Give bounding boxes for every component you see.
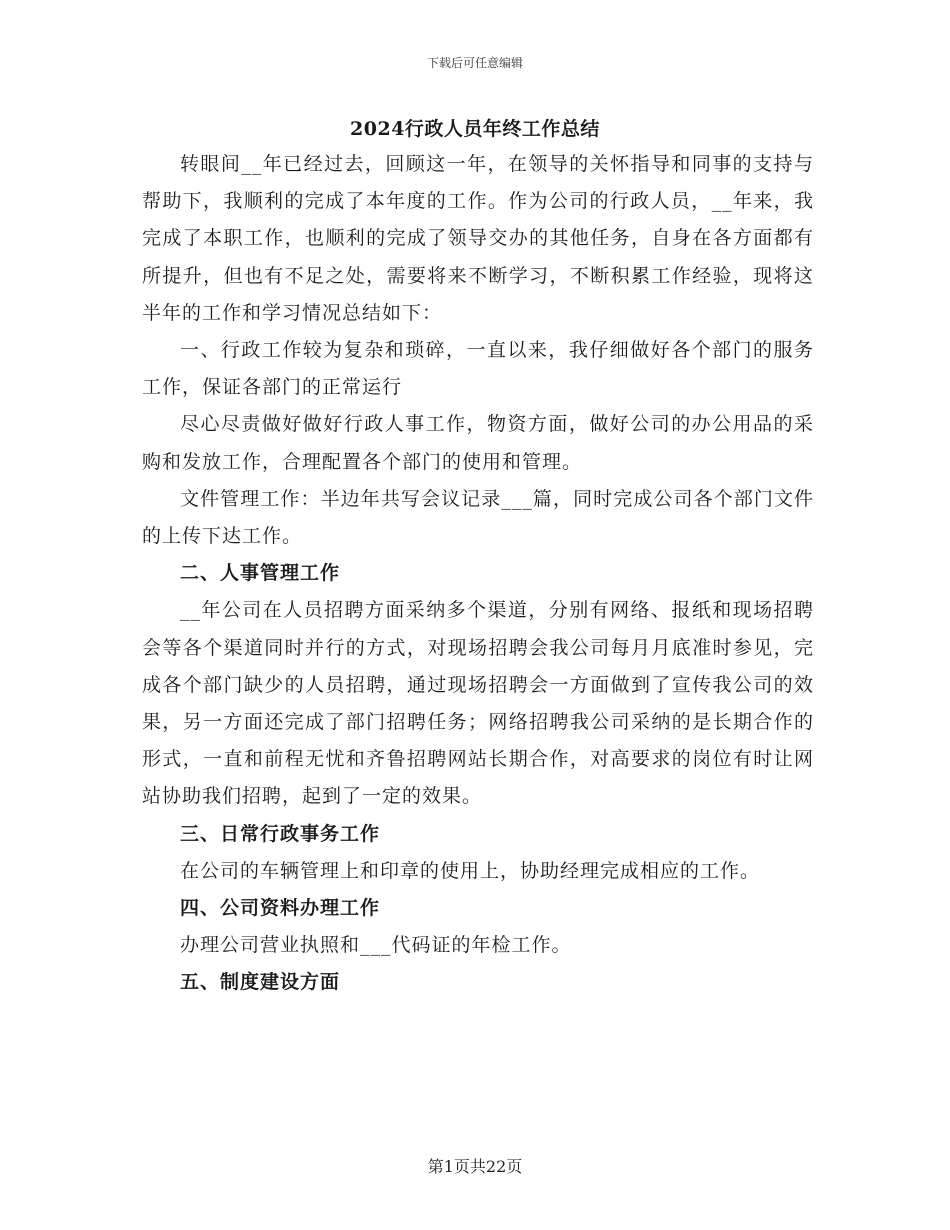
page-header-note: 下载后可任意编辑 xyxy=(426,56,523,70)
section-heading-company-documents: 四、公司资料办理工作 xyxy=(180,897,381,920)
document-body xyxy=(142,146,814,1002)
paragraph-license-inspection: 办理公司营业执照和___代码证的年检工作。 xyxy=(180,934,572,957)
section-heading-system-building: 五、制度建设方面 xyxy=(180,971,341,994)
paragraph-admin-work: 一、行政工作较为复杂和琐碎，一直以来，我仔细做好各个部门的服务工作，保证各部门的正常运行 xyxy=(142,339,814,399)
paragraph-recruitment: __年公司在人员招聘方面采纳多个渠道，分别有网络、报纸和现场招聘会等各个渠道同时并行的方式，对现场招聘会我公司每月月底准时参见，完成各个部门缺少的人员招聘，通过现场招聘会一方面做到了宣传我公司的效果，另一方面还完成了部门招聘任务；网络招聘我公司采纳的是长期合作的形式，一直和前程无忧和齐鲁招聘网站长期合作，对高要求的岗位有时让网站协助我们招聘，起到了一定的效果。 xyxy=(142,599,814,808)
document-title: 2024行政人员年终工作总结 xyxy=(350,118,600,140)
section-heading-hr: 二、人事管理工作 xyxy=(180,562,341,585)
section-heading-daily-affairs: 三、日常行政事务工作 xyxy=(180,822,381,845)
paragraph-vehicles-seals: 在公司的车辆管理上和印章的使用上，协助经理完成相应的工作。 xyxy=(180,859,761,882)
paragraph-supplies: 尽心尽责做好做好行政人事工作，物资方面，做好公司的办公用品的采购和发放工作，合理配置各个部门的使用和管理。 xyxy=(142,413,814,473)
paragraph-file-management: 文件管理工作：半边年共写会议记录___篇，同时完成公司各个部门文件的上传下达工作。 xyxy=(142,487,814,548)
page-number: 第1页共22页 xyxy=(427,1157,523,1176)
paragraph-intro: 转眼间__年已经过去，回顾这一年，在领导的关怀指导和同事的支持与帮助下，我顺利的完成了本年度的工作。作为公司的行政人员，__年来，我完成了本职工作，也顺利的完成了领导交办的其他任务，自身在各方面都有所提升，但也有不足之处，需要将来不断学习，不断积累工作经验，现将这半年的工作和学习情况总结如下： xyxy=(142,153,814,324)
